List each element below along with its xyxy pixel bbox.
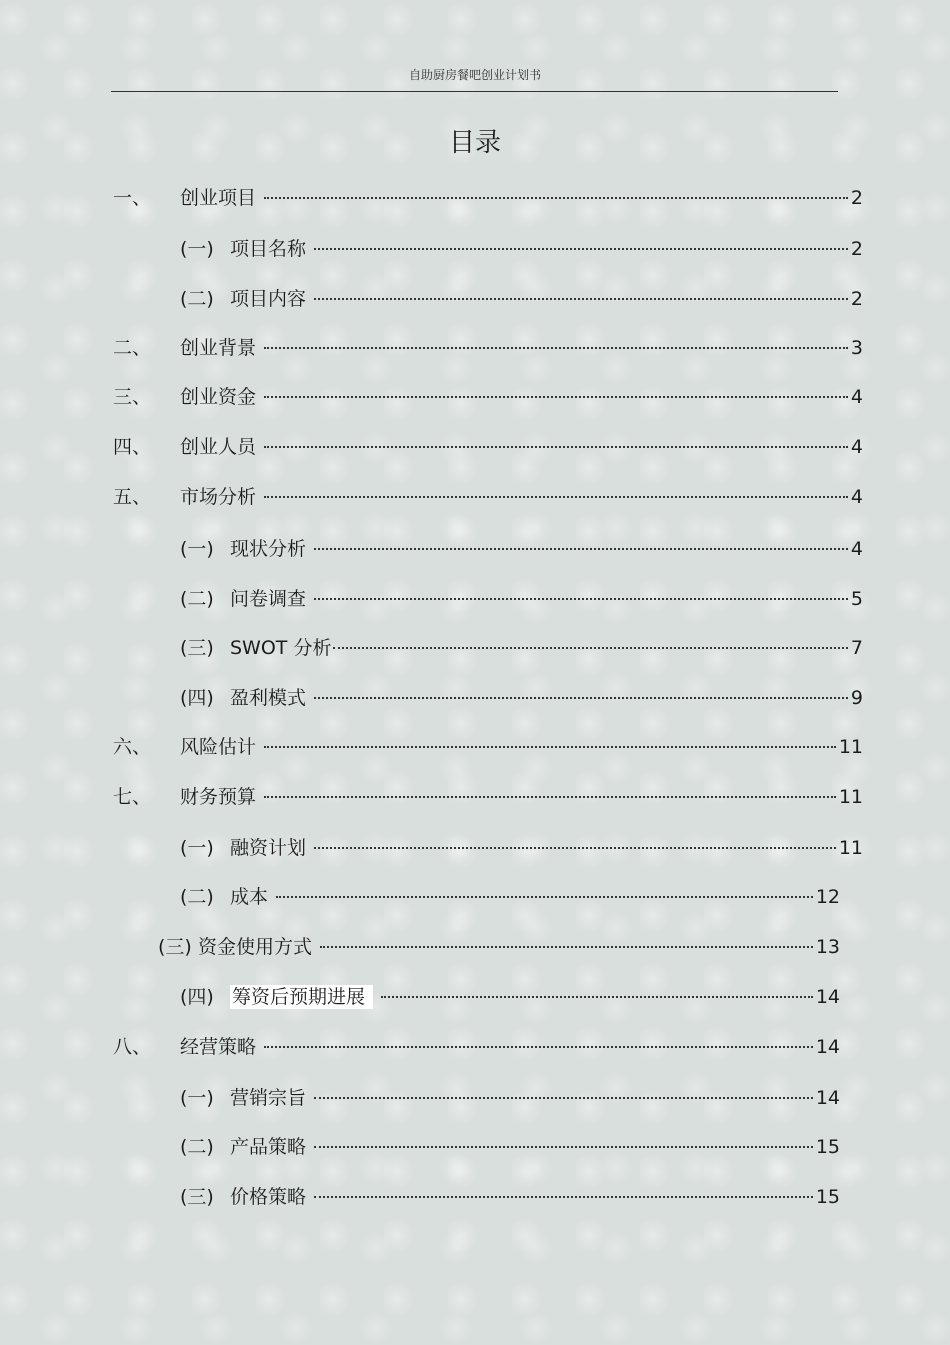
toc-leader-dots: [314, 231, 848, 255]
toc-entry-label: 营销宗旨: [230, 1087, 307, 1109]
toc-entry[interactable]: [180, 630, 863, 659]
toc-entry-page: 15: [815, 1136, 840, 1158]
toc-entry-label: 创业资金: [180, 386, 257, 408]
toc-leader-dots: [264, 779, 836, 803]
toc-leader-dots: [314, 680, 848, 704]
running-header: 自助厨房餐吧创业计划书: [408, 68, 541, 82]
toc-entry-label: SWOT 分析: [230, 637, 332, 659]
toc-entry-label: 成本: [230, 886, 269, 908]
toc-leader-dots: [264, 729, 836, 753]
toc-entry[interactable]: [113, 180, 863, 209]
toc-entry[interactable]: [113, 429, 863, 458]
toc-entry-number: 五、: [113, 486, 152, 508]
toc-entry-number: 八、: [113, 1036, 152, 1058]
toc-entry-page: 2: [850, 288, 863, 310]
toc-entry[interactable]: [180, 1129, 840, 1158]
toc-entry-page: 9: [850, 687, 863, 709]
toc-entry-number: 四、: [113, 436, 152, 458]
toc-entry-number: (一): [180, 1087, 214, 1109]
toc-leader-dots: [314, 281, 848, 305]
toc-entry-label: 风险估计: [180, 736, 257, 758]
toc-entry[interactable]: [180, 231, 863, 260]
toc-entry-number: (三): [180, 1186, 214, 1208]
toc-leader-dots: [264, 479, 848, 503]
toc-leader-dots: [314, 1080, 813, 1104]
toc-entry-page: 11: [838, 736, 863, 758]
toc-entry-page: 2: [850, 238, 863, 260]
toc-entry[interactable]: [113, 779, 863, 808]
toc-entry-label: 盈利模式: [230, 687, 307, 709]
toc-entry-page: 13: [815, 936, 840, 958]
toc-leader-dots: [314, 1179, 813, 1203]
toc-leader-dots: [333, 630, 847, 654]
toc-entry-number: (一): [180, 538, 214, 560]
toc-entry[interactable]: [113, 330, 863, 359]
toc-title: 目录: [448, 128, 501, 158]
toc-entry-page: 5: [850, 588, 863, 610]
toc-entry-label: 价格策略: [230, 1186, 307, 1208]
toc-entry-label: 问卷调查: [230, 588, 307, 610]
toc-leader-dots: [264, 429, 848, 453]
toc-entry-page: 4: [850, 436, 863, 458]
toc-entry[interactable]: [113, 479, 863, 508]
toc-leader-dots: [264, 330, 848, 354]
toc-entry[interactable]: [113, 1029, 840, 1058]
toc-entry[interactable]: [180, 1080, 840, 1109]
toc-entry[interactable]: [180, 531, 863, 560]
toc-entry-number: 三、: [113, 386, 152, 408]
toc-entry-number: (二): [180, 588, 214, 610]
toc-entry-label: 创业背景: [180, 337, 257, 359]
toc-entry-page: 15: [815, 1186, 840, 1208]
toc-entry[interactable]: [180, 680, 863, 709]
toc-entry-number: (三): [158, 936, 192, 958]
toc-entry-label: 项目内容: [230, 288, 307, 310]
toc-entry-number: (二): [180, 1136, 214, 1158]
toc-entry[interactable]: [180, 581, 863, 610]
toc-entry-page: 14: [815, 1087, 840, 1109]
toc-entry-number: (二): [180, 288, 214, 310]
toc-entry-page: 14: [815, 986, 840, 1008]
toc-entry-number: (三): [180, 637, 214, 659]
toc-leader-dots: [314, 830, 836, 854]
toc-leader-dots: [264, 379, 848, 403]
toc-leader-dots: [264, 180, 848, 204]
toc-leader-dots: [314, 581, 848, 605]
toc-entry[interactable]: [180, 979, 840, 1008]
toc-entry-number: (一): [180, 837, 214, 859]
toc-entry-label: 项目名称: [230, 238, 307, 260]
toc-entry[interactable]: [158, 929, 840, 958]
toc-entry-page: 2: [850, 187, 863, 209]
toc-entry-page: 4: [850, 486, 863, 508]
toc-entry[interactable]: [113, 379, 863, 408]
toc-entry[interactable]: [180, 1179, 840, 1208]
toc-leader-dots: [320, 929, 813, 953]
toc-entry-label: 资金使用方式: [198, 936, 313, 958]
toc-entry[interactable]: [113, 729, 863, 758]
toc-entry-number: (一): [180, 238, 214, 260]
toc-entry-page: 11: [838, 837, 863, 859]
toc-entry-label: 筹资后预期进展: [230, 985, 373, 1009]
toc-entry-label: 创业项目: [180, 187, 257, 209]
toc-entry-page: 4: [850, 386, 863, 408]
toc-leader-dots: [381, 979, 813, 1003]
toc-entry-label: 融资计划: [230, 837, 307, 859]
toc-entry-number: (二): [180, 886, 214, 908]
toc-entry-label: 市场分析: [180, 486, 257, 508]
header-rule: [111, 91, 838, 92]
toc-entry-page: 7: [850, 637, 863, 659]
toc-entry-number: 六、: [113, 736, 152, 758]
toc-entry-page: 11: [838, 786, 863, 808]
toc-entry-label: 产品策略: [230, 1136, 307, 1158]
toc-leader-dots: [276, 879, 813, 903]
toc-entry[interactable]: [180, 879, 840, 908]
toc-leader-dots: [314, 531, 848, 555]
toc-entry-number: 七、: [113, 786, 152, 808]
toc-entry-number: 二、: [113, 337, 152, 359]
toc-entry[interactable]: [180, 281, 863, 310]
toc-leader-dots: [314, 1129, 813, 1153]
toc-entry-page: 3: [850, 337, 863, 359]
toc-leader-dots: [264, 1029, 813, 1053]
toc-entry-number: (四): [180, 986, 214, 1008]
toc-entry-page: 12: [815, 886, 840, 908]
toc-entry-page: 14: [815, 1036, 840, 1058]
toc-entry-number: (四): [180, 687, 214, 709]
toc-entry-page: 4: [850, 538, 863, 560]
toc-entry-label: 创业人员: [180, 436, 257, 458]
toc-entry-number: 一、: [113, 187, 152, 209]
toc-entry-label: 经营策略: [180, 1036, 257, 1058]
toc-entry-label: 现状分析: [230, 538, 307, 560]
toc-entry[interactable]: [180, 830, 863, 859]
toc-entry-label: 财务预算: [180, 786, 257, 808]
